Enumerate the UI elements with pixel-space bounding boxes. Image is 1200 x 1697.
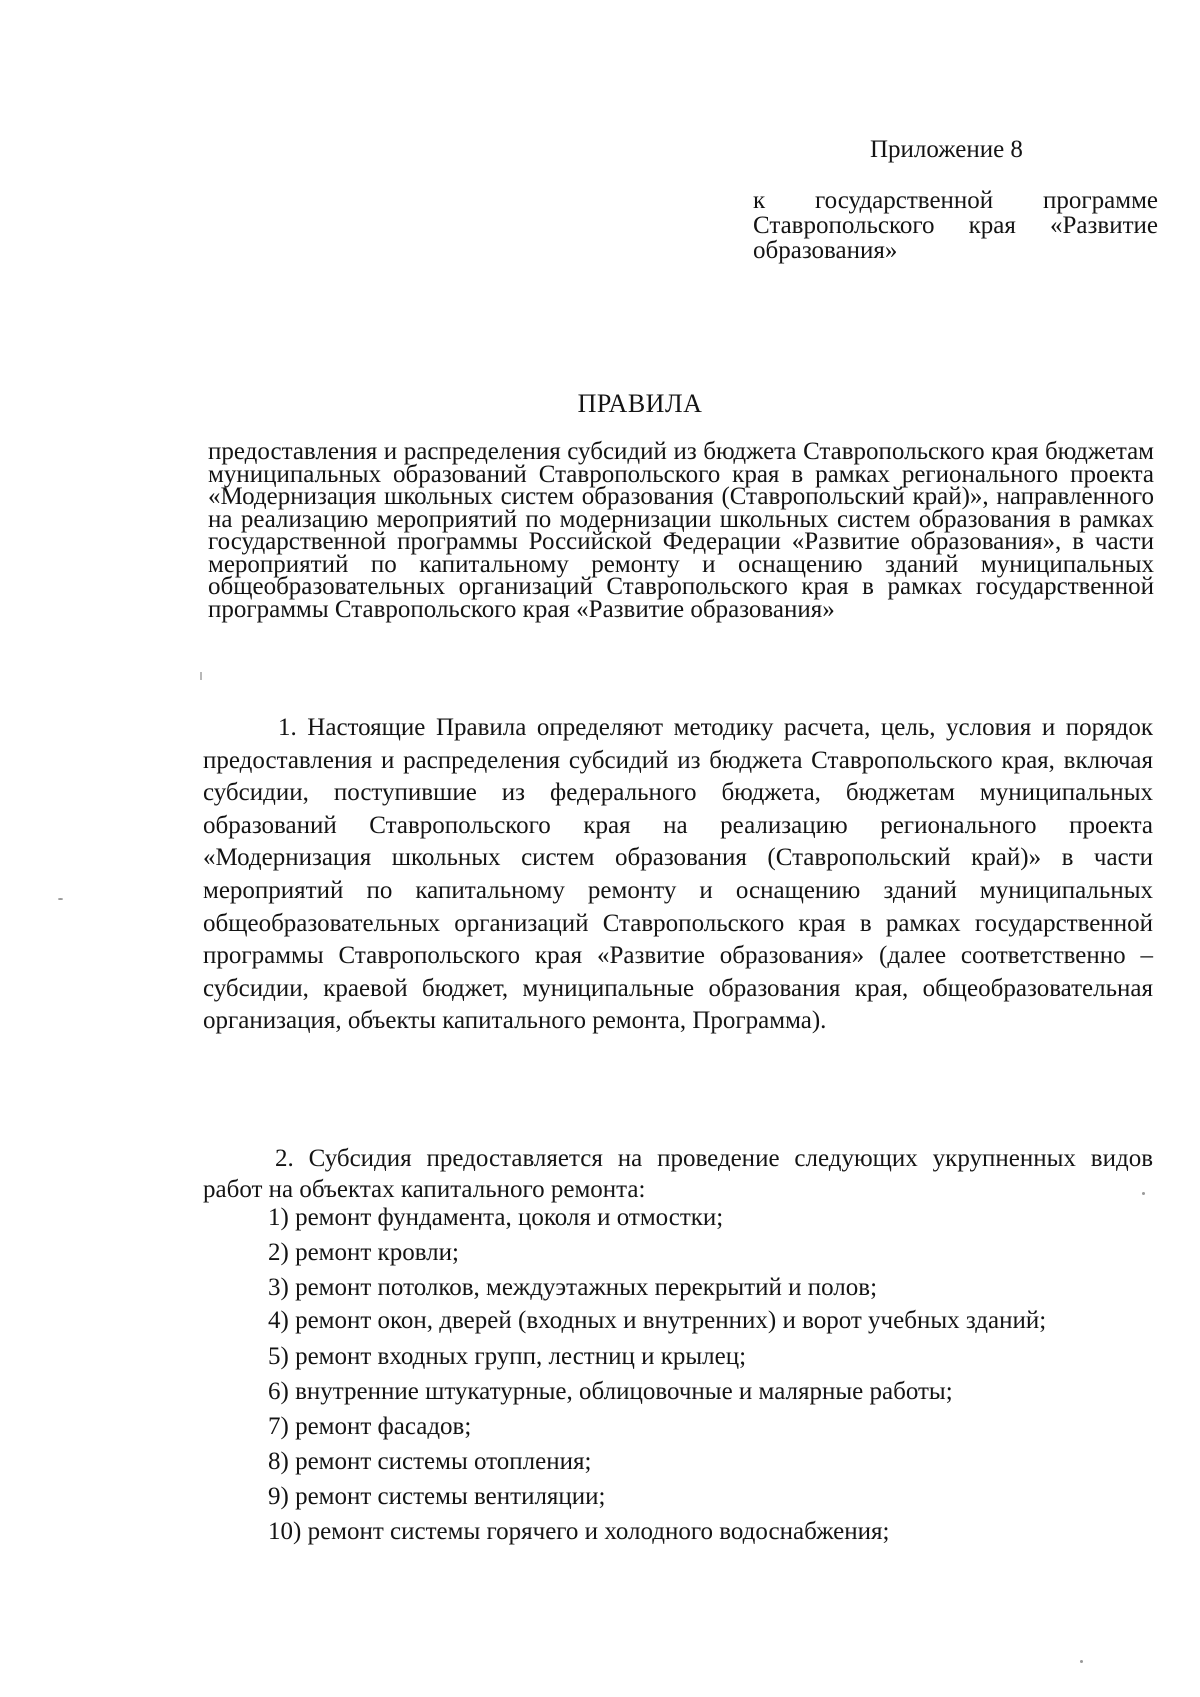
paragraph-2: 2. Субсидия предоставляется на проведение следующих укрупненных видов работ на объектах капитального ремонта: [203, 1145, 1153, 1203]
scan-speck [1080, 1660, 1083, 1663]
paragraph-1: 1. Настоящие Правила определяют методику расчета, цель, условия и порядок предоставления и распределения субсидий из бюджета Ставропольского края, включая субсидии, поступившие из федерального бюджета, бюджетам муниципальных образований Ставропольского края на реализацию регионального проекта «Модернизация школьных систем образования (Ставропольский край)» в части мероприятий по капитальному ремонту и оснащению зданий муниципальных общеобразовательных организаций Ставропольского края в рамках государственной программы Ставропольского края «Развитие образования» (далее соответственно – субсидии, краевой бюджет, муниципальные образования края, общеобразовательная организация, объекты капитального ремонта, Программа). [203, 714, 1153, 1035]
list-item: 5) ремонт входных групп, лестниц и крылец; [268, 1343, 747, 1370]
work-types-list [190, 1202, 1153, 1551]
list-item: 1) ремонт фундамента, цоколя и отмостки; [268, 1204, 724, 1231]
list-item: 4) ремонт окон, дверей (входных и внутренних) и ворот учебных зданий; [268, 1307, 1047, 1334]
scan-mark [200, 672, 202, 680]
list-item: 9) ремонт системы вентиляции; [268, 1483, 606, 1510]
scan-speck [1142, 1192, 1145, 1195]
list-item: 10) ремонт системы горячего и холодного водоснабжения; [268, 1518, 890, 1545]
appendix-number: Приложение 8 [870, 136, 1023, 163]
scan-speck [58, 898, 63, 900]
appendix-reference: к государственной программе Ставропольского края «Развитие образования» [753, 187, 1158, 264]
document-subtitle: предоставления и распределения субсидий из бюджета Ставропольского края бюджетам муниципальных образований Ставропольского края в рамках регионального проекта «Модернизация школьных систем образования (Ставропольский край)», направленного на реализацию мероприятий по модернизации школьных систем образования в рамках государственной программы Российской Федерации «Развитие образования», в части мероприятий по капитальному ремонту и оснащению зданий муниципальных общеобразовательных организаций Ставропольского края в рамках государственной программы Ставропольского края «Развитие образования» [208, 438, 1154, 623]
list-item: 2) ремонт кровли; [268, 1239, 459, 1266]
document-title: ПРАВИЛА [577, 389, 703, 418]
list-item: 6) внутренние штукатурные, облицовочные и малярные работы; [268, 1378, 953, 1405]
list-item: 8) ремонт системы отопления; [268, 1448, 592, 1475]
list-item: 7) ремонт фасадов; [268, 1413, 472, 1440]
list-item: 3) ремонт потолков, междуэтажных перекрытий и полов; [268, 1274, 878, 1301]
